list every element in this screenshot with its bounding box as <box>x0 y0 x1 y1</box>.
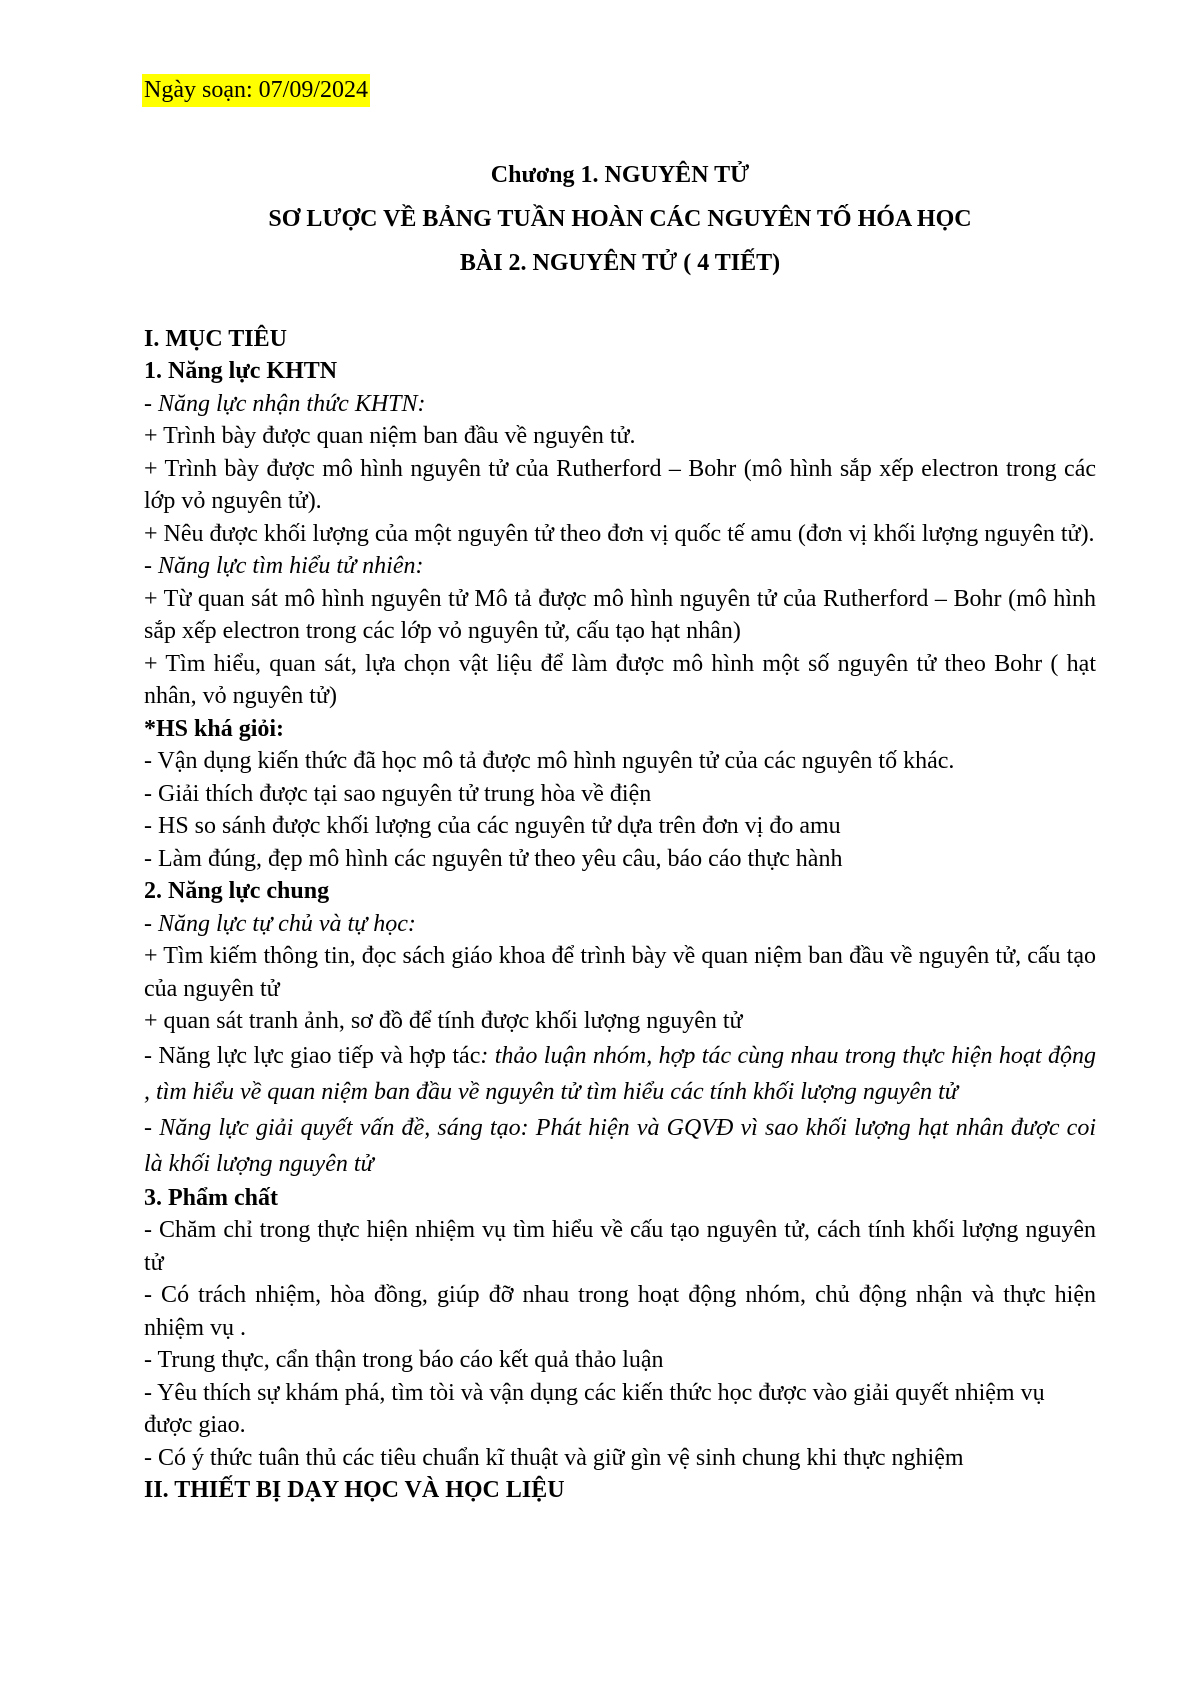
competency-label: - Năng lực tự chủ và tự học: <box>144 910 416 937</box>
title-block <box>144 153 1096 285</box>
section-heading: I. MỤC TIÊU <box>144 325 287 352</box>
list-item: - Trung thực, cẩn thận trong báo cáo kết quả thảo luận <box>144 1347 664 1373</box>
list-item: - Có trách nhiệm, hòa đồng, giúp đỡ nhau trong hoạt động nhóm, chủ động nhận và thực hiện nhiệm vụ . <box>144 1282 1096 1341</box>
document-page <box>144 74 1096 1507</box>
chapter-title: Chương 1. NGUYÊN TỬ <box>490 161 750 188</box>
list-item: - Làm đúng, đẹp mô hình các nguyên tử theo yêu câu, báo cáo thực hành <box>144 845 843 872</box>
list-item: - Yêu thích sự khám phá, tìm tòi và vận dụng các kiến thức học được vào giải quyết nhiệm vụ được giao. <box>144 1379 1045 1438</box>
problem-solving-competency: - Năng lực giải quyết vấn đề, sáng tạo: Phát hiện và GQVĐ vì sao khối lượng hạt nhân được coi là khối lượng nguyên tử <box>144 1114 1096 1177</box>
subsection-heading: 3. Phẩm chất <box>144 1184 278 1211</box>
communication-lead: - Năng lực lực giao tiếp và hợp tác <box>144 1042 481 1069</box>
subsection-heading: 2. Năng lực chung <box>144 878 330 904</box>
list-item: - Có ý thức tuân thủ các tiêu chuẩn kĩ thuật và giữ gìn vệ sinh chung khi thực nghiệm <box>144 1444 964 1471</box>
competency-label: - Năng lực nhận thức KHTN: <box>144 390 426 417</box>
lesson-title: BÀI 2. NGUYÊN TỬ ( 4 TIẾT) <box>459 249 781 276</box>
competency-label: - Năng lực tìm hiểu tử nhiên: <box>144 553 424 579</box>
list-item: + Tìm hiểu, quan sát, lựa chọn vật liệu để làm được mô hình một số nguyên tử theo Bohr ( hạt nhân, vỏ nguyên tử) <box>144 650 1096 709</box>
list-item: - Giải thích được tại sao nguyên tử trung hòa về điện <box>144 780 652 807</box>
communication-competency <box>144 1038 1096 1110</box>
section-objectives <box>144 323 1096 1475</box>
list-item: - Vận dụng kiến thức đã học mô tả được mô hình nguyên tử của các nguyên tố khác. <box>144 748 955 774</box>
list-item: - HS so sánh được khối lượng của các nguyên tử dựa trên đơn vị đo amu <box>144 813 841 839</box>
section-heading: II. THIẾT BỊ DẠY HỌC VÀ HỌC LIỆU <box>144 1477 565 1503</box>
list-item: - Chăm chỉ trong thực hiện nhiệm vụ tìm hiểu về cấu tạo nguyên tử, cách tính khối lượng nguyên tử <box>144 1217 1096 1276</box>
list-item: + Nêu được khối lượng của một nguyên tử theo đơn vị quốc tế amu (đơn vị khối lượng nguyên tử). <box>144 520 1095 547</box>
preparation-date <box>144 74 1096 107</box>
list-item: + Trình bày được quan niệm ban đầu về nguyên tử. <box>144 423 636 449</box>
list-item: + Từ quan sát mô hình nguyên tử Mô tả được mô hình nguyên tử của Rutherford – Bohr (mô hình sắp xếp electron trong các lớp vỏ nguyên tử, cấu tạo hạt nhân) <box>144 585 1096 644</box>
list-item: + Tìm kiếm thông tin, đọc sách giáo khoa để trình bày về quan niệm ban đầu về nguyên tử, cấu tạo của nguyên tử <box>144 943 1096 1002</box>
subsection-heading: 1. Năng lực KHTN <box>144 358 338 384</box>
communication-detail: : thảo luận nhóm, hợp tác cùng nhau trong thực hiện hoạt động , tìm hiểu về quan niệm ban đầu về nguyên tử tìm hiểu các tính khối lượng nguyên tử <box>144 1042 1096 1105</box>
list-item: + quan sát tranh ảnh, sơ đồ để tính được khối lượng nguyên tử <box>144 1008 743 1034</box>
list-item: + Trình bày được mô hình nguyên tử của Rutherford – Bohr (mô hình sắp xếp electron trong các lớp vỏ nguyên tử). <box>144 455 1096 514</box>
gifted-label: *HS khá giỏi: <box>144 715 285 742</box>
chapter-subtitle: SƠ LƯỢC VỀ BẢNG TUẦN HOÀN CÁC NGUYÊN TỐ HÓA HỌC <box>268 205 972 232</box>
date-highlight: Ngày soạn: 07/09/2024 <box>142 74 370 107</box>
